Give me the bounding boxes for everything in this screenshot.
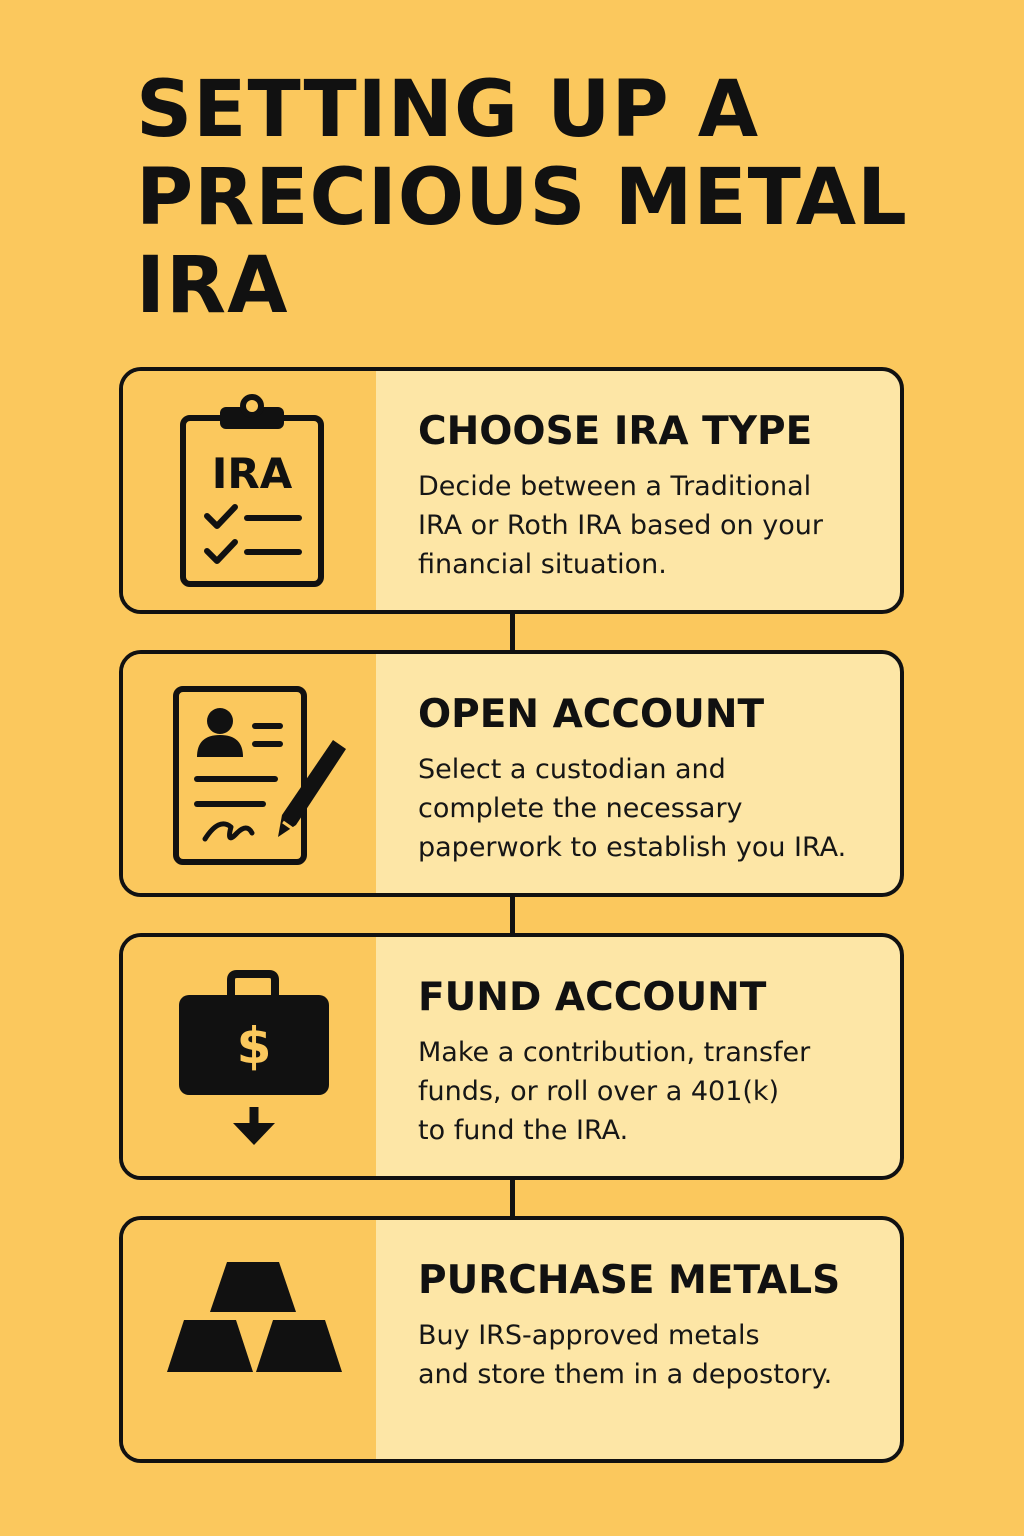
description-line: Select a custodian and: [418, 754, 726, 785]
signed-document-pen-icon: [123, 654, 376, 893]
description-line: IRA or Roth IRA based on your: [418, 510, 823, 541]
step-connector: [510, 614, 515, 652]
icon-panel: [123, 371, 376, 610]
step-title: CHOOSE IRA TYPE: [418, 409, 813, 454]
dollar-sign-text: $: [236, 1017, 272, 1075]
step-card-choose-ira-type: [119, 367, 904, 614]
step-description: [418, 467, 823, 584]
step-card-purchase-metals: [119, 1216, 904, 1463]
step-description: [418, 1316, 832, 1394]
text-panel: [418, 937, 898, 1176]
description-line: paperwork to establish you IRA.: [418, 832, 847, 863]
text-panel: [418, 654, 898, 893]
step-description: [418, 1033, 810, 1150]
title-line-3: IRA: [136, 241, 289, 331]
description-line: Buy IRS-approved metals: [418, 1320, 760, 1351]
description-line: complete the necessary: [418, 793, 743, 824]
description-line: and store them in a depostory.: [418, 1359, 833, 1390]
step-card-open-account: [119, 650, 904, 897]
description-line: financial situation.: [418, 549, 667, 580]
money-briefcase-arrow-icon: [123, 937, 376, 1176]
clipboard-ira-text: IRA: [211, 449, 293, 498]
title-line-1: SETTING UP A: [136, 65, 760, 155]
step-connector: [510, 1180, 515, 1218]
gold-bars-icon: [123, 1220, 376, 1459]
step-card-fund-account: [119, 933, 904, 1180]
description-line: Decide between a Traditional: [418, 471, 812, 502]
description-line: to fund the IRA.: [418, 1115, 629, 1146]
clipboard-checklist-icon: [123, 371, 376, 610]
icon-panel: [123, 937, 376, 1176]
text-panel: [418, 1220, 898, 1459]
icon-panel: [123, 1220, 376, 1459]
step-title: OPEN ACCOUNT: [418, 692, 765, 737]
page-title: [136, 66, 936, 330]
step-description: [418, 750, 846, 867]
step-connector: [510, 897, 515, 935]
description-line: Make a contribution, transfer: [418, 1037, 811, 1068]
description-line: funds, or roll over a 401(k): [418, 1076, 780, 1107]
step-title: PURCHASE METALS: [418, 1258, 841, 1303]
title-line-2: PRECIOUS METAL: [136, 153, 908, 243]
step-title: FUND ACCOUNT: [418, 975, 767, 1020]
icon-panel: [123, 654, 376, 893]
text-panel: [418, 371, 898, 610]
